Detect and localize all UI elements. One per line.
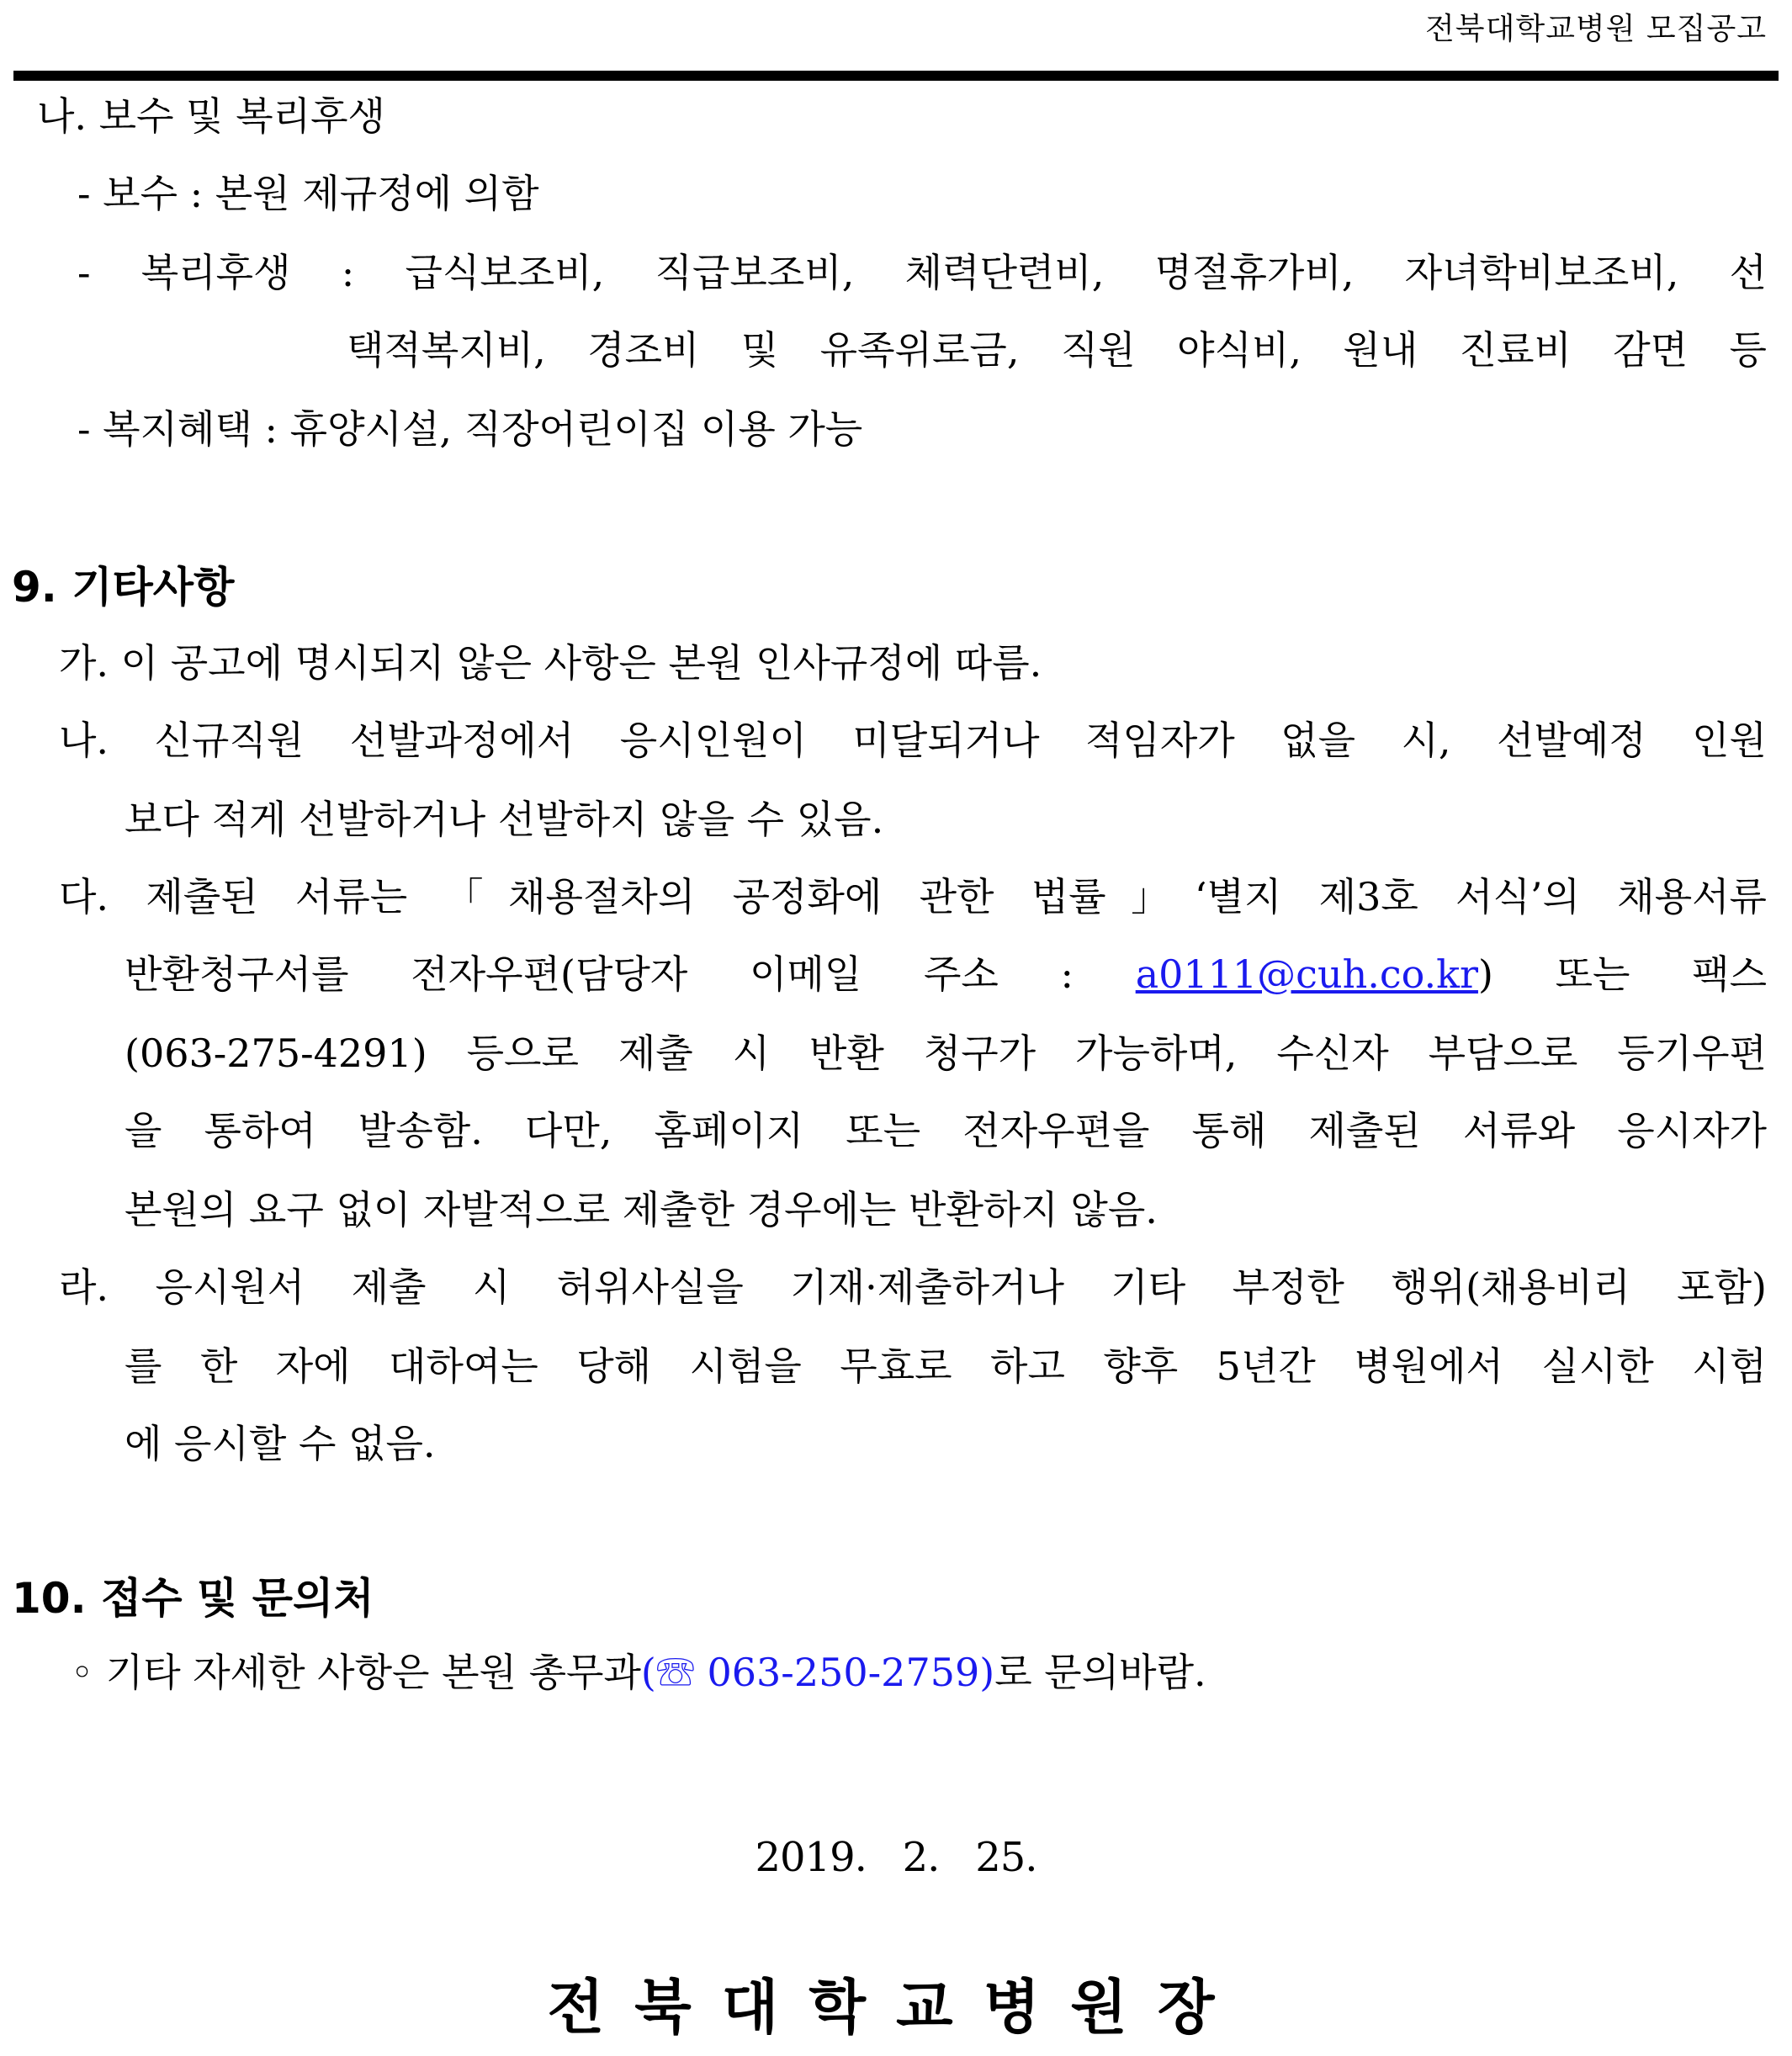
misc-item-da-line2 (125, 951, 1767, 998)
misc-item-ra-line3: 에 응시할 수 없음. (125, 1421, 436, 1466)
misc-item-ga: 가. 이 공고에 명시되지 않은 사항은 본원 인사규정에 따름. (59, 640, 1042, 686)
section-heading-misc: 9. 기타사항 (12, 563, 235, 612)
header-divider (13, 71, 1779, 81)
misc-item-ra-line1: 라. 응시원서 제출 시 허위사실을 기재·제출하거나 기타 부정한 행위(채용비리 포함) (59, 1264, 1767, 1310)
misc-item-na-line2: 보다 적게 선발하거나 선발하지 않을 수 있음. (125, 797, 884, 842)
item-welfare-line1: - 복리후생 : 급식보조비, 직급보조비, 체력단련비, 명절휴가비, 자녀학비보조비, 선 (77, 250, 1767, 295)
announcement-date: 2019. 2. 25. (755, 1834, 1037, 1881)
header-title: 전북대학교병원 모집공고 (1425, 12, 1767, 46)
misc-item-da-line5: 본원의 요구 없이 자발적으로 제출한 경우에는 반환하지 않음. (125, 1187, 1158, 1232)
subsection-compensation: 나. 보수 및 복리후생 (37, 93, 385, 139)
item-pay: - 보수 : 본원 제규정에 의함 (77, 171, 539, 216)
contact-tail: 로 문의바람. (994, 1650, 1206, 1695)
contact-phone: (☏ 063-250-2759) (640, 1650, 995, 1695)
issuer-signature: 전북대학교병원장 (547, 1972, 1245, 2042)
da-line2-tail: ) 또는 팩스 (1477, 951, 1767, 997)
misc-item-da-line3: (063-275-4291) 등으로 제출 시 반환 청구가 가능하며, 수신자 부담으로 등기우편 (125, 1031, 1767, 1076)
page-header (0, 0, 1792, 52)
misc-item-da-line4: 을 통하여 발송함. 다만, 홈페이지 또는 전자우편을 통해 제출된 서류와 응시자가 (125, 1108, 1767, 1153)
misc-item-na-line1: 나. 신규직원 선발과정에서 응시인원이 미달되거나 적임자가 없을 시, 선발예정 인원 (59, 718, 1767, 763)
item-welfare-line2: 택적복지비, 경조비 및 유족위로금, 직원 야식비, 원내 진료비 감면 등 (347, 327, 1767, 373)
contact-line (71, 1649, 1206, 1696)
contact-text: ◦ 기타 자세한 사항은 본원 총무과 (71, 1650, 641, 1695)
item-benefit: - 복지혜택 : 휴양시설, 직장어린이집 이용 가능 (77, 406, 863, 452)
section-heading-contact: 10. 접수 및 문의처 (12, 1574, 374, 1623)
misc-item-da-line1: 다. 제출된 서류는 「채용절차의 공정화에 관한 법률」‘별지 제3호 서식’의 채용서류 (59, 874, 1767, 919)
da-line2-text: 반환청구서를 전자우편(담당자 이메일 주소 : (125, 951, 1136, 997)
email-link[interactable]: a0111@cuh.co.kr (1135, 951, 1478, 997)
misc-item-ra-line2: 를 한 자에 대하여는 당해 시험을 무효로 하고 향후 5년간 병원에서 실시한 시험 (125, 1343, 1767, 1389)
